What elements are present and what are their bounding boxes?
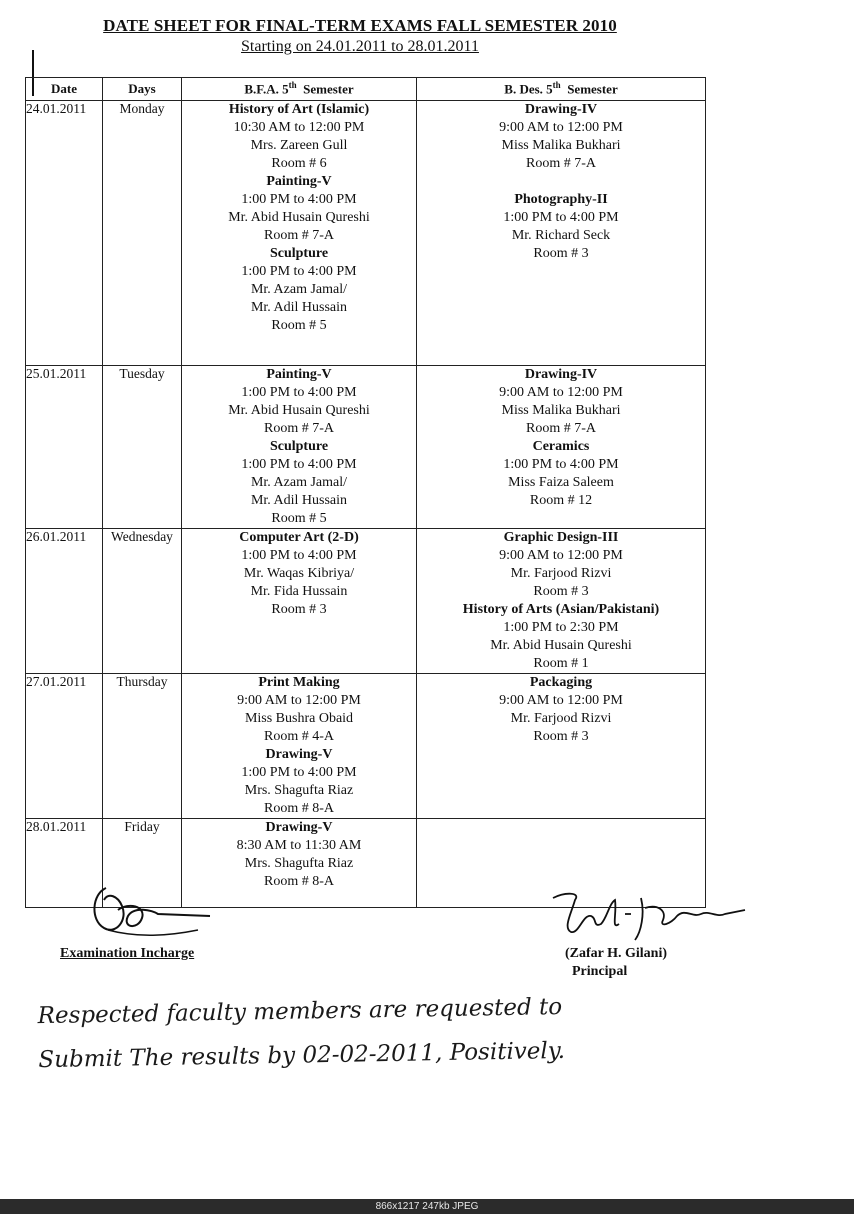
course-name: Print Making bbox=[258, 675, 340, 690]
teacher-name: Mr. Azam Jamal/ bbox=[250, 475, 348, 490]
teacher-name: Mrs. Shagufta Riaz bbox=[244, 856, 354, 871]
course-name: Painting-V bbox=[266, 367, 332, 382]
bdes-exams-cell bbox=[417, 366, 706, 529]
teacher-name: Mr. Farjood Rizvi bbox=[510, 566, 612, 581]
exam-entry bbox=[417, 674, 705, 746]
bfa-header-suffix: Semester bbox=[303, 81, 354, 97]
room-number: Room # 7-A bbox=[264, 228, 334, 243]
bdes-exams-cell bbox=[417, 529, 706, 674]
teacher-name: Miss Malika Bukhari bbox=[501, 403, 621, 418]
exam-time: 9:00 AM to 12:00 PM bbox=[499, 385, 623, 400]
room-number: Room # 3 bbox=[271, 602, 327, 617]
exam-day: Tuesday bbox=[103, 366, 182, 529]
exam-time: 1:00 PM to 4:00 PM bbox=[241, 264, 357, 279]
bdes-exams-cell bbox=[417, 101, 706, 366]
room-number: Room # 3 bbox=[533, 584, 589, 599]
teacher-name: Mr. Abid Husain Qureshi bbox=[228, 403, 370, 418]
bdes-header-suffix: Semester bbox=[567, 81, 618, 97]
column-header-days: Days bbox=[103, 78, 182, 101]
exam-day: Friday bbox=[103, 819, 182, 908]
principal-title: Principal bbox=[572, 964, 628, 979]
exam-date: 24.01.2011 bbox=[26, 101, 103, 366]
teacher-name: Mrs. Shagufta Riaz bbox=[244, 783, 354, 798]
course-name: Sculpture bbox=[269, 439, 329, 454]
bfa-header-prefix: B.F.A. 5 bbox=[244, 81, 289, 97]
room-number: Room # 12 bbox=[529, 493, 593, 508]
exam-time: 1:00 PM to 4:00 PM bbox=[241, 548, 357, 563]
exam-time: 1:00 PM to 4:00 PM bbox=[503, 457, 619, 472]
exam-entry bbox=[417, 529, 705, 601]
table-row bbox=[26, 366, 706, 529]
exam-entry bbox=[182, 245, 416, 335]
exam-date: 27.01.2011 bbox=[26, 674, 103, 819]
course-name: History of Arts (Asian/Pakistani) bbox=[462, 602, 660, 617]
bdes-exams-cell bbox=[417, 674, 706, 819]
course-name: Drawing-V bbox=[265, 820, 333, 835]
exam-date: 28.01.2011 bbox=[26, 819, 103, 908]
teacher-name: Mr. Abid Husain Qureshi bbox=[228, 210, 370, 225]
course-name: Drawing-IV bbox=[524, 102, 598, 117]
column-header-bdes bbox=[417, 78, 706, 101]
teacher-name: Mr. Farjood Rizvi bbox=[510, 711, 612, 726]
principal-signature bbox=[545, 884, 760, 954]
exam-entry bbox=[417, 601, 705, 673]
handwritten-note-line-2: Submit The results by 02-02-2011, Positively. bbox=[38, 1037, 566, 1074]
page-title: DATE SHEET FOR FINAL-TERM EXAMS FALL SEMESTER 2010 bbox=[103, 16, 617, 35]
exam-time: 9:00 AM to 12:00 PM bbox=[499, 120, 623, 135]
exam-time: 8:30 AM to 11:30 AM bbox=[236, 838, 362, 853]
teacher-name: Miss Bushra Obaid bbox=[244, 711, 354, 726]
exam-entry bbox=[182, 366, 416, 438]
course-name: Ceramics bbox=[532, 439, 590, 454]
course-name: History of Art (Islamic) bbox=[228, 102, 370, 117]
teacher-name-2: Mr. Adil Hussain bbox=[250, 493, 348, 508]
course-name: Graphic Design-III bbox=[503, 530, 619, 545]
image-info-bar: 866x1217 247kb JPEG bbox=[0, 1199, 854, 1214]
date-range-subtitle: Starting on 24.01.2011 to 28.01.2011 bbox=[241, 38, 479, 55]
teacher-name: Mr. Waqas Kibriya/ bbox=[243, 566, 355, 581]
course-name: Painting-V bbox=[266, 174, 332, 189]
examination-incharge-signature bbox=[88, 880, 218, 942]
bfa-exams-cell bbox=[182, 674, 417, 819]
course-name: Computer Art (2-D) bbox=[239, 530, 359, 545]
bfa-exams-cell bbox=[182, 366, 417, 529]
room-number: Room # 3 bbox=[533, 246, 589, 261]
room-number: Room # 7-A bbox=[264, 421, 334, 436]
bdes-header-prefix: B. Des. 5 bbox=[504, 81, 553, 97]
exam-time: 1:00 PM to 4:00 PM bbox=[241, 765, 357, 780]
room-number: Room # 6 bbox=[271, 156, 327, 171]
course-name: Packaging bbox=[529, 675, 593, 690]
exam-entry bbox=[182, 438, 416, 528]
exam-time: 9:00 AM to 12:00 PM bbox=[237, 693, 361, 708]
exam-entry bbox=[182, 746, 416, 818]
examination-incharge-label: Examination Incharge bbox=[60, 946, 195, 961]
bfa-header-sup: th bbox=[288, 80, 297, 91]
room-number: Room # 3 bbox=[533, 729, 589, 744]
course-name: Drawing-IV bbox=[524, 367, 598, 382]
principal-name: (Zafar H. Gilani) bbox=[565, 946, 668, 961]
exam-entry bbox=[182, 529, 416, 619]
exam-entry bbox=[182, 101, 416, 173]
exam-time: 1:00 PM to 2:30 PM bbox=[503, 620, 619, 635]
exam-date: 25.01.2011 bbox=[26, 366, 103, 529]
bfa-exams-cell bbox=[182, 101, 417, 366]
course-name: Sculpture bbox=[269, 246, 329, 261]
teacher-name: Miss Faiza Saleem bbox=[508, 475, 614, 490]
exam-entry bbox=[417, 366, 705, 438]
table-row bbox=[26, 674, 706, 819]
exam-entry bbox=[182, 674, 416, 746]
column-header-bfa bbox=[182, 78, 417, 101]
exam-time: 1:00 PM to 4:00 PM bbox=[241, 192, 357, 207]
course-name: Photography-II bbox=[514, 192, 608, 207]
exam-time: 1:00 PM to 4:00 PM bbox=[241, 385, 357, 400]
table-row bbox=[26, 101, 706, 366]
exam-time: 10:30 AM to 12:00 PM bbox=[233, 120, 365, 135]
exam-day: Monday bbox=[103, 101, 182, 366]
teacher-name: Miss Malika Bukhari bbox=[501, 138, 621, 153]
teacher-name: Mr. Richard Seck bbox=[511, 228, 611, 243]
teacher-name-2: Mr. Fida Hussain bbox=[250, 584, 348, 599]
room-number: Room # 8-A bbox=[264, 801, 334, 816]
exam-entry bbox=[417, 101, 705, 173]
table-row bbox=[26, 529, 706, 674]
date-sheet-table bbox=[25, 77, 706, 908]
exam-day: Thursday bbox=[103, 674, 182, 819]
teacher-name: Mrs. Zareen Gull bbox=[250, 138, 348, 153]
course-name: Drawing-V bbox=[265, 747, 333, 762]
exam-entry bbox=[417, 438, 705, 510]
entry-spacer bbox=[417, 173, 705, 191]
teacher-name: Mr. Azam Jamal/ bbox=[250, 282, 348, 297]
exam-time: 1:00 PM to 4:00 PM bbox=[241, 457, 357, 472]
column-header-date: Date bbox=[26, 78, 103, 101]
exam-entry bbox=[417, 191, 705, 263]
room-number: Room # 4-A bbox=[264, 729, 334, 744]
table-header-row bbox=[26, 78, 706, 101]
exam-date: 26.01.2011 bbox=[26, 529, 103, 674]
bfa-exams-cell bbox=[182, 529, 417, 674]
handwritten-note bbox=[37, 982, 738, 1082]
room-number: Room # 8-A bbox=[264, 874, 334, 889]
exam-time: 1:00 PM to 4:00 PM bbox=[503, 210, 619, 225]
handwritten-note-line-1: Respected faculty members are requested to bbox=[37, 993, 563, 1030]
exam-day: Wednesday bbox=[103, 529, 182, 674]
teacher-name-2: Mr. Adil Hussain bbox=[250, 300, 348, 315]
bdes-header-sup: th bbox=[552, 80, 561, 91]
exam-entry bbox=[182, 173, 416, 245]
teacher-name: Mr. Abid Husain Qureshi bbox=[490, 638, 632, 653]
exam-time: 9:00 AM to 12:00 PM bbox=[499, 548, 623, 563]
exam-time: 9:00 AM to 12:00 PM bbox=[499, 693, 623, 708]
room-number: Room # 5 bbox=[271, 511, 327, 526]
room-number: Room # 7-A bbox=[526, 156, 596, 171]
table-body bbox=[26, 101, 706, 908]
room-number: Room # 7-A bbox=[526, 421, 596, 436]
room-number: Room # 5 bbox=[271, 318, 327, 333]
room-number: Room # 1 bbox=[533, 656, 589, 671]
